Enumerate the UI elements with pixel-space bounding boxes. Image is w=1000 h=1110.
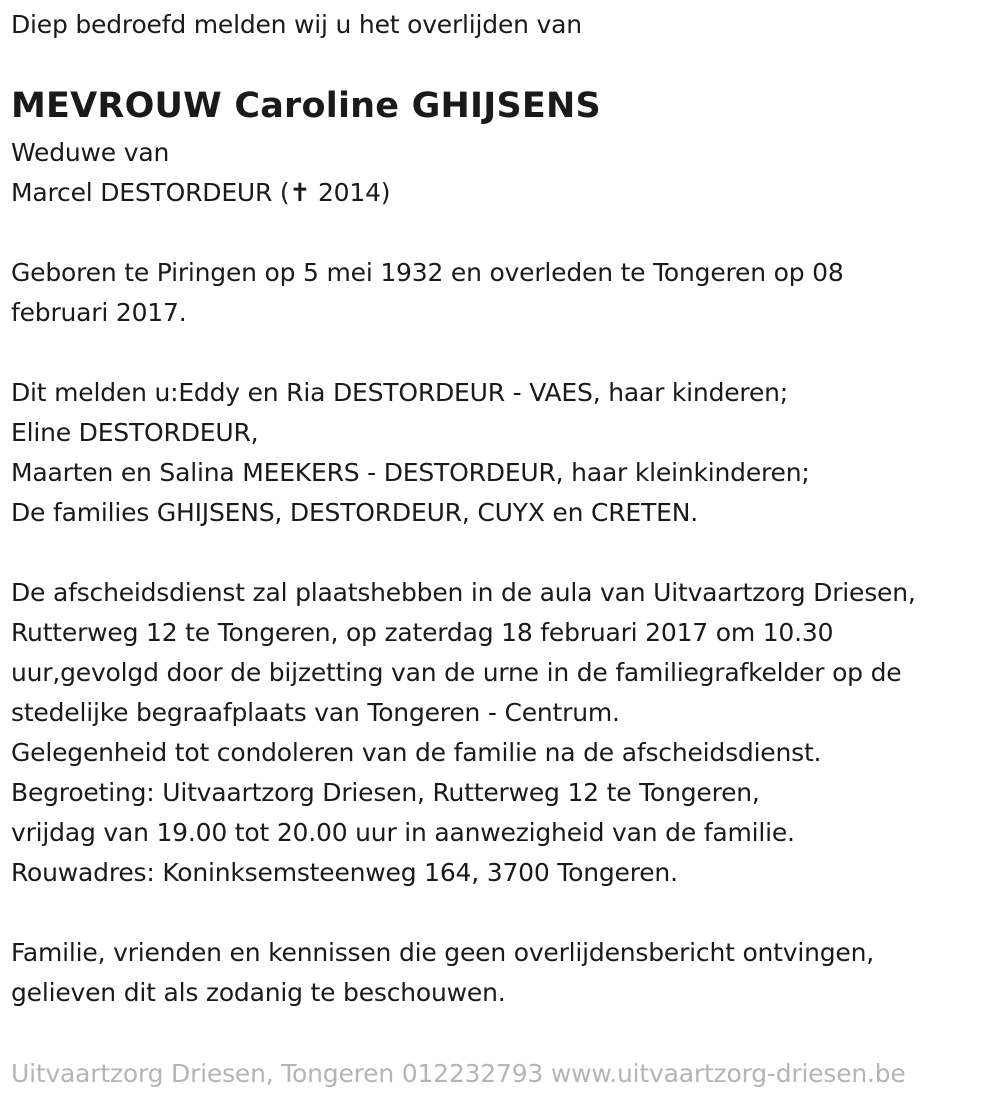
family-line: Eline DESTORDEUR, <box>11 418 259 447</box>
service-line: Gelegenheid tot condoleren van de familie na de afscheidsdienst. <box>11 738 822 767</box>
service-line: vrijdag van 19.00 tot 20.00 uur in aanwezigheid van de familie. <box>11 818 795 847</box>
family-line: De families GHIJSENS, DESTORDEUR, CUYX en CRETEN. <box>11 498 698 527</box>
intro-text: Diep bedroefd melden wij u het overlijden van <box>11 10 582 39</box>
service-block <box>11 573 916 893</box>
service-line: Rouwadres: Koninksemsteenweg 164, 3700 Tongeren. <box>11 858 678 887</box>
deceased-name: MEVROUW Caroline GHIJSENS <box>11 86 601 126</box>
service-line: Begroeting: Uitvaartzorg Driesen, Rutterweg 12 te Tongeren, <box>11 778 760 807</box>
family-block <box>11 373 810 533</box>
funeral-home-footer: Uitvaartzorg Driesen, Tongeren 012232793 www.uitvaartzorg-driesen.be <box>11 1059 906 1088</box>
family-line: Dit melden u:Eddy en Ria DESTORDEUR - VAES, haar kinderen; <box>11 378 788 407</box>
notice-line: gelieven dit als zodanig te beschouwen. <box>11 978 506 1007</box>
notice-block <box>11 933 874 1013</box>
widow-block <box>11 133 390 213</box>
spouse-line: Marcel DESTORDEUR (✝ 2014) <box>11 178 391 207</box>
service-line: Rutterweg 12 te Tongeren, op zaterdag 18 februari 2017 om 10.30 <box>11 618 834 647</box>
widow-line: Weduwe van <box>11 138 170 167</box>
birth-line: februari 2017. <box>11 298 187 327</box>
service-line: stedelijke begraafplaats van Tongeren - Centrum. <box>11 698 620 727</box>
service-line: uur,gevolgd door de bijzetting van de urne in de familiegrafkelder op de <box>11 658 902 687</box>
family-line: Maarten en Salina MEEKERS - DESTORDEUR, haar kleinkinderen; <box>11 458 810 487</box>
birth-death-block <box>11 253 844 333</box>
birth-line: Geboren te Piringen op 5 mei 1932 en overleden te Tongeren op 08 <box>11 258 844 287</box>
service-line: De afscheidsdienst zal plaatshebben in de aula van Uitvaartzorg Driesen, <box>11 578 916 607</box>
notice-line: Familie, vrienden en kennissen die geen overlijdensbericht ontvingen, <box>11 938 875 967</box>
